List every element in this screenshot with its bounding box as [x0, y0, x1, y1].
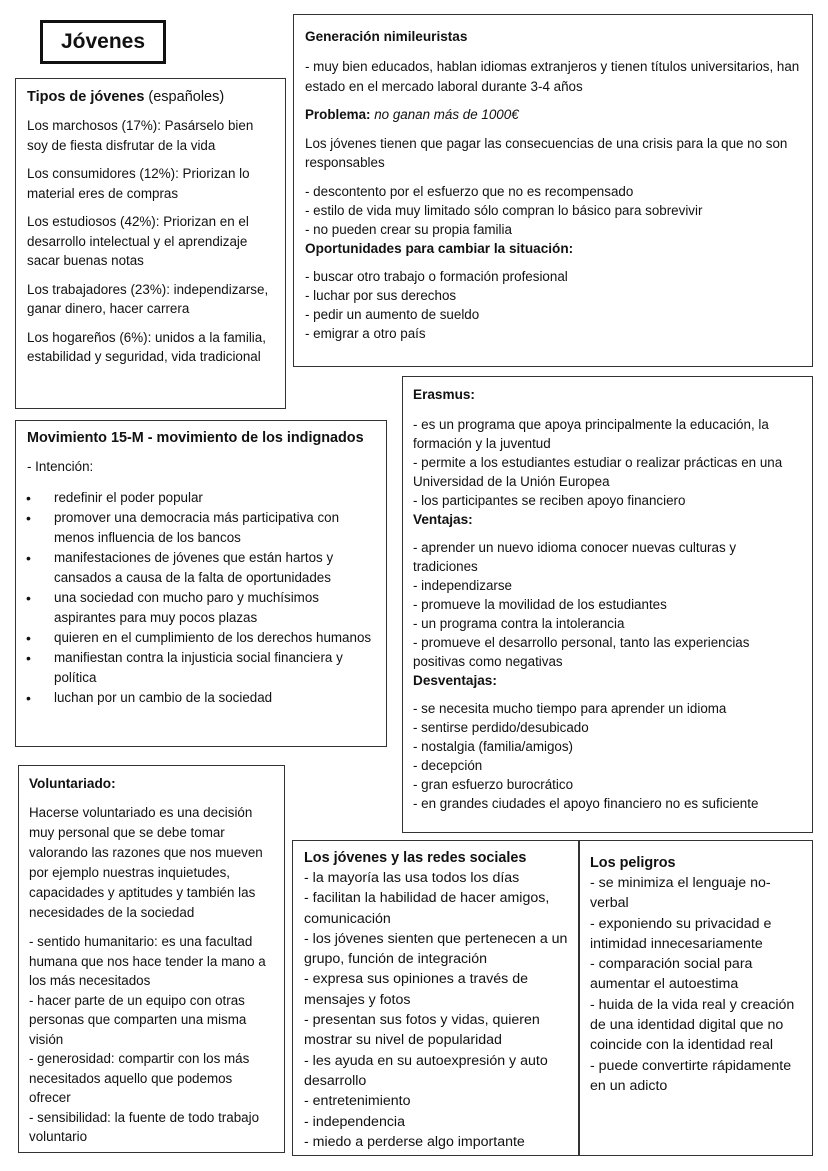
tipo-item: Los estudiosos (42%): Priorizan en el desarrollo intelectual y el aprendizaje sacar buenas notas	[27, 214, 249, 268]
bullet-item: • manifestaciones de jóvenes que están hartos y cansados a causa de la falta de oportunidades	[16, 548, 376, 588]
tipo-item: Los consumidores (12%): Priorizan lo material eres de compras	[27, 166, 250, 201]
tipos-heading-rest: (españoles)	[144, 89, 225, 105]
peligros-points	[590, 873, 804, 1096]
ventajas-heading: Ventajas:	[413, 512, 473, 527]
problema-label: Problema:	[305, 107, 371, 122]
erasmus-heading: Erasmus:	[413, 387, 475, 402]
list-item: - exponiendo su privacidad e intimidad innecesariamente	[590, 915, 772, 952]
generacion-problema	[305, 105, 802, 125]
redes-heading: Los jóvenes y las redes sociales	[304, 850, 527, 866]
oportunidades-heading: Oportunidades para cambiar la situación:	[305, 240, 574, 256]
voluntariado-points	[29, 932, 274, 1147]
list-item: - se minimiza el lenguaje no-verbal	[590, 875, 771, 912]
list-item: - emigrar a otro país	[305, 325, 426, 341]
problema-text: no ganan más de 1000€	[370, 107, 519, 122]
list-item: - en grandes ciudades el apoyo financiero no es suficiente	[413, 796, 759, 811]
bullet-item: • promover una democracia más participativa con menos influencia de los bancos	[16, 508, 376, 548]
generacion-intro: - muy bien educados, hablan idiomas extranjeros y tienen títulos universitarios, han estado en el mercado laboral durante 3-4 años	[305, 59, 800, 94]
tipos-heading	[27, 87, 275, 107]
page-title-box	[40, 20, 166, 64]
page-title: Jóvenes	[60, 30, 146, 53]
desventajas-heading: Desventajas:	[413, 673, 497, 688]
list-item: - hacer parte de un equipo con otras personas que comparten una misma visión	[29, 992, 247, 1047]
list-item: - un programa contra la intolerancia	[413, 616, 625, 631]
voluntariado-heading: Voluntariado:	[29, 776, 116, 791]
generacion-crisis: Los jóvenes tienen que pagar las consecuencias de una crisis para la que no son responsables	[305, 135, 788, 170]
list-item: - gran esfuerzo burocrático	[413, 777, 574, 792]
erasmus-box	[402, 376, 813, 833]
bullet-item: • redefinir el poder popular	[16, 488, 376, 508]
voluntariado-intro: Hacerse voluntariado es una decisión muy personal que se debe tomar valorando las razones que nos mueven por ejemplo nuestras inquietudes, capacidades y aptitudes y también las necesidades de la sociedad	[29, 805, 263, 920]
generacion-heading: Generación nimileuristas	[305, 29, 468, 44]
movimiento-bullets	[16, 488, 376, 708]
bullet-item: • quieren en el cumplimiento de los derechos humanos	[16, 628, 376, 648]
redes-sociales-box	[292, 840, 579, 1156]
list-item: - no pueden crear su propia familia	[305, 221, 512, 237]
ventajas-list	[413, 538, 802, 671]
generacion-points	[305, 182, 802, 239]
list-item: - sentido humanitario: es una facultad humana que nos hace tender la mano a los más necesitados	[29, 934, 266, 988]
movimiento-intencion: - Intención:	[27, 459, 94, 474]
list-item: - buscar otro trabajo o formación profesional	[305, 268, 568, 284]
list-item: - les ayuda en su autoexpresión y auto desarrollo	[304, 1052, 548, 1089]
list-item: - es un programa que apoya principalmente la educación, la formación y la juventud	[413, 417, 769, 451]
list-item: - aprender un nuevo idioma conocer nuevas culturas y tradiciones	[413, 540, 737, 574]
list-item: - descontento por el esfuerzo que no es recompensado	[305, 183, 634, 199]
list-item: - presentan sus fotos y vidas, quieren mostrar su nivel de popularidad	[304, 1012, 540, 1049]
tipo-item: Los trabajadores (23%): independizarse, ganar dinero, hacer carrera	[27, 281, 269, 316]
list-item: - generosidad: compartir con los más necesitados aquello que podemos ofrecer	[29, 1051, 250, 1105]
list-item: - facilitan la habilidad de hacer amigos, comunicación	[304, 890, 550, 927]
list-item: - sensibilidad: la fuente de todo trabajo voluntario	[29, 1109, 260, 1144]
list-item: - independizarse	[413, 578, 513, 593]
list-item: - puede convertirte rápidamente en un adicto	[590, 1057, 792, 1094]
bullet-item: • una sociedad con mucho paro y muchísimos aspirantes para muy pocos plazas	[16, 588, 376, 628]
list-item: - independencia	[304, 1113, 405, 1130]
bullet-item: • luchan por un cambio de la sociedad	[16, 688, 376, 708]
list-item: - los participantes se reciben apoyo financiero	[413, 493, 686, 508]
list-item: - expresa sus opiniones a través de mensajes y fotos	[304, 971, 528, 1008]
desventajas-list	[413, 699, 802, 813]
voluntariado-box	[18, 765, 285, 1153]
list-item: - miedo a perderse algo importante	[304, 1133, 525, 1150]
bullet-item: • manifiestan contra la injusticia social financiera y política	[16, 648, 376, 688]
tipos-heading-bold: Tipos de jóvenes	[27, 89, 145, 105]
list-item: - promueve el desarrollo personal, tanto las experiencias positivas como negativas	[413, 635, 750, 669]
list-item: - nostalgia (familia/amigos)	[413, 739, 574, 754]
list-item: - estilo de vida muy limitado sólo compran lo básico para sobrevivir	[305, 202, 703, 218]
list-item: - luchar por sus derechos	[305, 287, 457, 303]
movimiento-15m-box	[15, 420, 387, 747]
generacion-box	[293, 14, 813, 367]
peligros-box	[579, 840, 813, 1156]
tipos-jovenes-box	[15, 78, 286, 409]
list-item: - entretenimiento	[304, 1093, 411, 1110]
list-item: - promueve la movilidad de los estudiantes	[413, 597, 667, 612]
list-item: - sentirse perdido/desubicado	[413, 720, 589, 735]
erasmus-points	[413, 415, 802, 510]
list-item: - permite a los estudiantes estudiar o realizar prácticas en una Universidad de la Unión Europea	[413, 455, 783, 489]
list-item: - se necesita mucho tiempo para aprender un idioma	[413, 701, 727, 716]
list-item: - decepción	[413, 758, 483, 773]
peligros-heading: Los peligros	[590, 855, 676, 871]
list-item: - la mayoría las usa todos los días	[304, 870, 520, 886]
movimiento-heading: Movimiento 15-M - movimiento de los indignados	[27, 430, 364, 446]
oportunidades-list	[305, 267, 802, 343]
tipo-item: Los marchosos (17%): Pasárselo bien soy de fiesta disfrutar de la vida	[27, 118, 254, 153]
tipo-item: Los hogareños (6%): unidos a la familia, estabilidad y seguridad, vida tradicional	[27, 329, 266, 364]
list-item: - comparación social para aumentar el autoestima	[590, 956, 753, 993]
list-item: - huida de la vida real y creación de una identidad digital que no coincide con la identidad real	[590, 996, 795, 1054]
redes-points	[304, 868, 570, 1152]
list-item: - pedir un aumento de sueldo	[305, 306, 480, 322]
list-item: - los jóvenes sienten que pertenecen a un grupo, función de integración	[304, 930, 568, 968]
